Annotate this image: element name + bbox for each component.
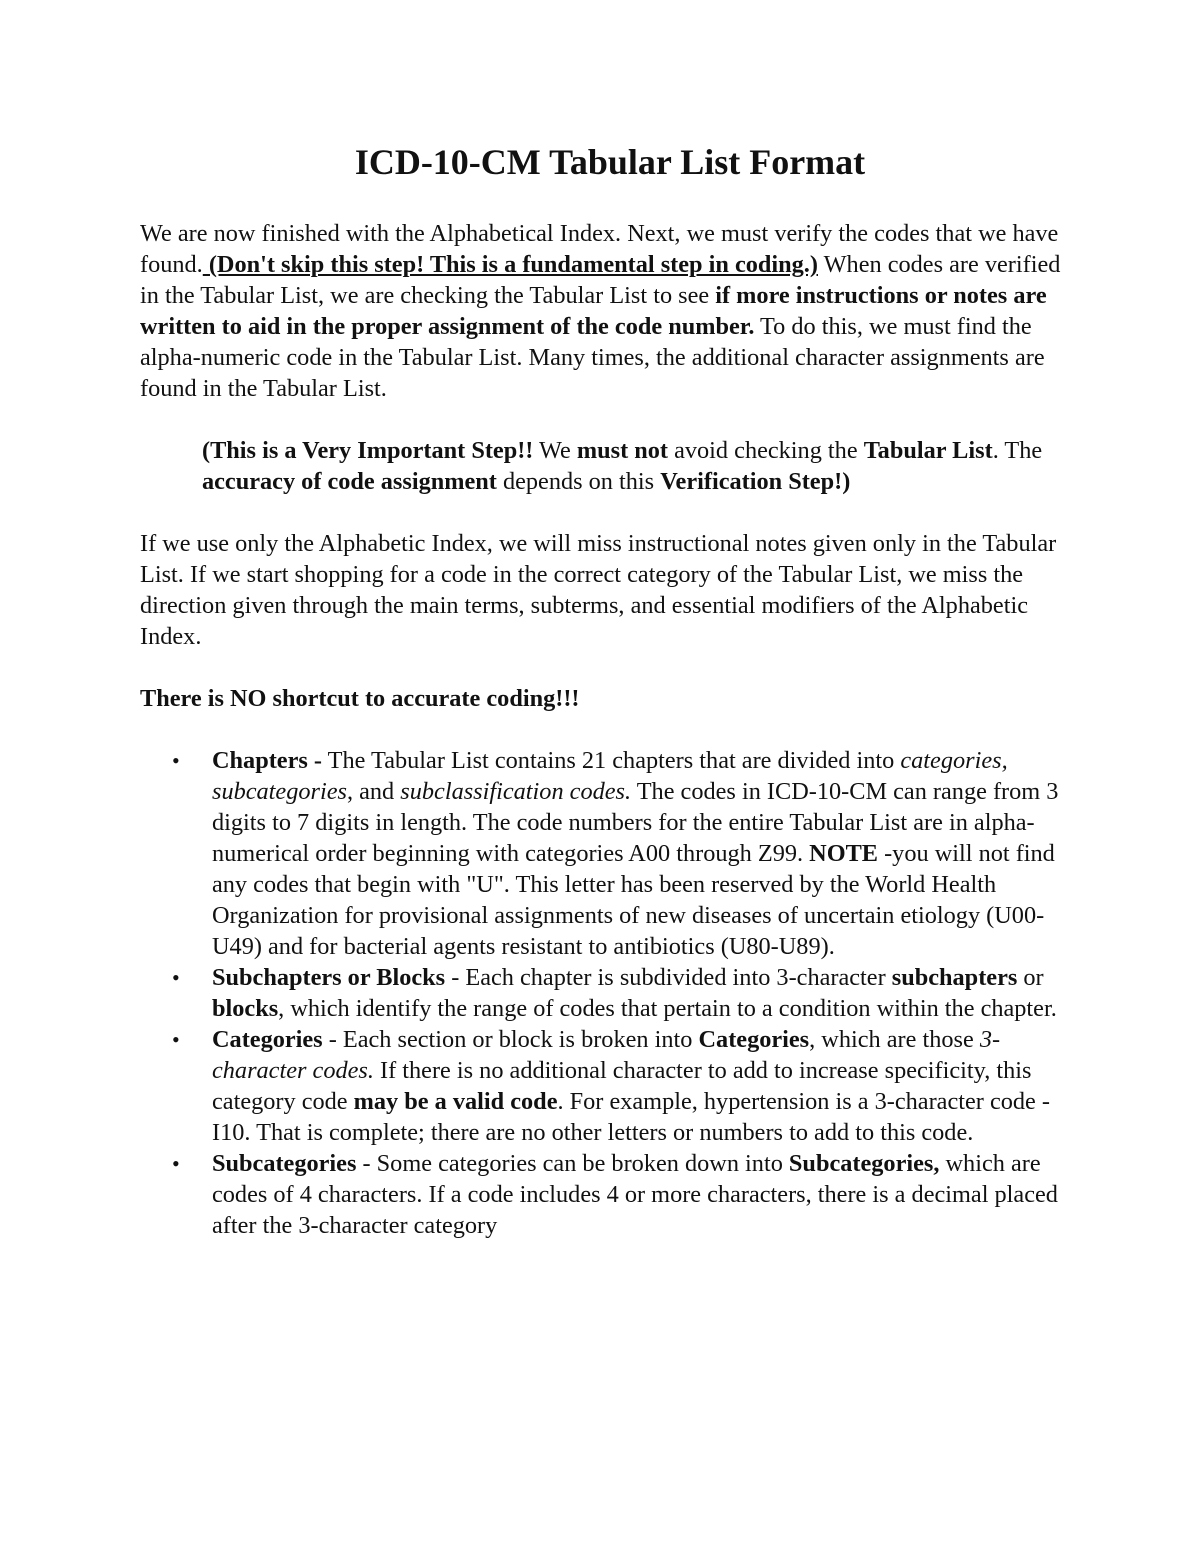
term-chapters: Chapters - — [212, 747, 323, 774]
intro-paragraph — [140, 218, 1070, 404]
chapters-text-3: , and — [346, 778, 401, 805]
subchapters-text-5: , which identify the range of codes that pertain to a condition within the chapter. — [278, 995, 1057, 1022]
categories-text-4: 3-character codes. — [212, 1026, 1001, 1084]
subcategories-text-3: which are codes of 4 characters. If a code includes 4 or more characters, there is a decimal placed after the 3-character category — [212, 1150, 1058, 1239]
categories-text-6: may be a valid code — [353, 1088, 558, 1115]
note-text-6: . The — [992, 437, 1043, 464]
bullet-icon: • — [172, 1027, 180, 1052]
subchapters-text-3: or — [1017, 964, 1044, 991]
list-item-chapters — [140, 745, 1070, 962]
bullet-icon: • — [172, 748, 180, 773]
chapters-text-6: NOTE — [809, 840, 879, 867]
note-text-5: Tabular List — [863, 437, 993, 464]
intro-emphasis-bold: if more instructions or notes are written to aid in the proper assignment of the code number. — [140, 282, 1047, 340]
page-title: ICD-10-CM Tabular List Format — [354, 142, 866, 182]
note-text-3: must not — [576, 437, 669, 464]
categories-text-5: If there is no additional character to add to increase specificity, this category code — [212, 1057, 1032, 1115]
list-item-categories — [140, 1024, 1070, 1148]
note-text-9: Verification Step!) — [660, 468, 851, 495]
chapters-text-2: categories, subcategories — [212, 747, 1008, 805]
chapters-text-5: The codes in ICD-10-CM can range from 3 digits to 7 digits in length. The code numbers for the entire Tabular List are in alpha-numerical order beginning with categories A00 through Z99. — [212, 778, 1059, 867]
note-text-4: avoid checking the — [668, 437, 864, 464]
note-text-8: depends on this — [496, 468, 661, 495]
chapters-text-7: -you will not find any codes that begin with "U". This letter has been reserved by the World Health Organization for provisional assignments of new diseases of uncertain etiology (U00-U49) and for bacterial agents resistant to antibiotics (U80-U89). — [212, 840, 1055, 960]
term-categories: Categories — [212, 1026, 323, 1053]
intro-text-2: When codes are verified in the Tabular List, we are checking the Tabular List to see — [140, 251, 1061, 309]
categories-text-7: . For example, hypertension is a 3-character code - I10. That is complete; there are no other letters or numbers to add to this code. — [212, 1088, 1050, 1146]
list-item-subcategories — [140, 1148, 1070, 1241]
term-subchapters: Subchapters or Blocks — [212, 964, 446, 991]
bullet-icon: • — [172, 1151, 180, 1176]
important-note — [140, 435, 1070, 497]
note-text-1: (This is a Very Important Step!! — [202, 437, 534, 464]
shortcut-heading: There is NO shortcut to accurate coding!!! — [140, 685, 580, 712]
note-text-2: We — [533, 437, 577, 464]
bullet-list — [140, 745, 1070, 1241]
list-item-subchapters — [140, 962, 1070, 1024]
subcategories-text-1: - Some categories can be broken down into — [356, 1150, 789, 1177]
categories-text-2: Categories — [698, 1026, 810, 1053]
intro-text-1: We are now finished with the Alphabetical Index. Next, we must verify the codes that we have found. — [140, 220, 1059, 278]
note-text-7: accuracy of code assignment — [202, 468, 497, 495]
alphabetic-index-paragraph: If we use only the Alphabetic Index, we will miss instructional notes given only in the Tabular List. If we start shopping for a code in the correct category of the Tabular List, we miss the direction given through the main terms, subterms, and essential modifiers of the Alphabetic Index. — [140, 530, 1057, 650]
subchapters-text-4: blocks — [212, 995, 279, 1022]
intro-text-3: To do this, we must find the alpha-numeric code in the Tabular List. Many times, the additional character assignments are found in the Tabular List. — [140, 313, 1045, 402]
intro-emphasis-underlined: (Don't skip this step! This is a fundamental step in coding.) — [202, 251, 818, 278]
categories-text-3: , which are those — [809, 1026, 980, 1053]
subcategories-text-2: Subcategories, — [788, 1150, 940, 1177]
subchapters-text-2: subchapters — [891, 964, 1018, 991]
bullet-icon: • — [172, 965, 180, 990]
categories-text-1: - Each section or block is broken into — [322, 1026, 699, 1053]
subchapters-text-1: - Each chapter is subdivided into 3-character — [445, 964, 892, 991]
chapters-text-1: The Tabular List contains 21 chapters that are divided into — [322, 747, 901, 774]
term-subcategories: Subcategories — [212, 1150, 357, 1177]
chapters-text-4: subclassification codes. — [400, 778, 632, 805]
document-page — [140, 140, 1070, 1241]
